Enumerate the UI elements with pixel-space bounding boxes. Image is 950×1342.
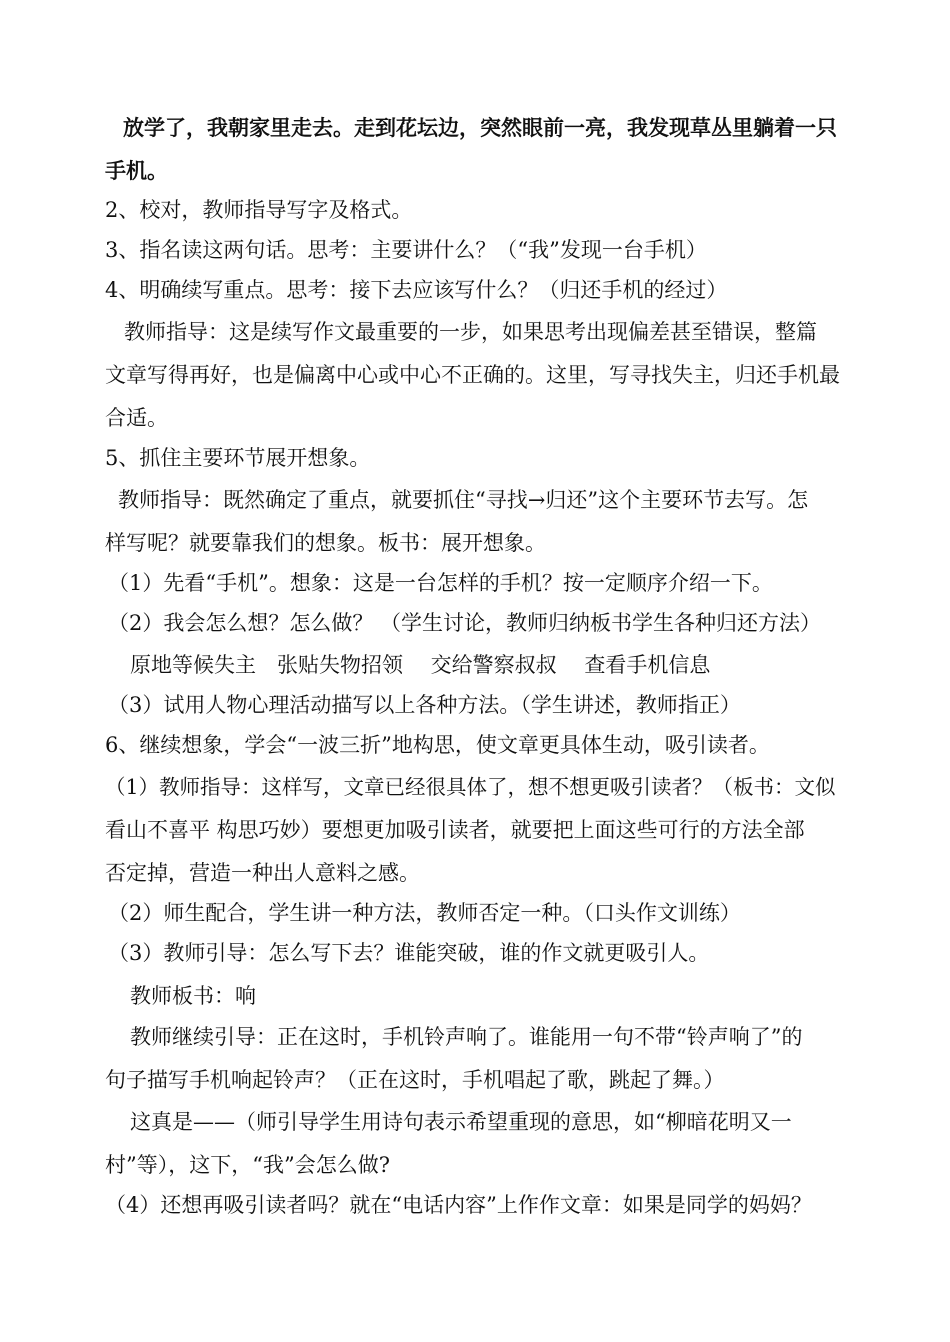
sub-step-2: （2）我会怎么想？怎么做？ （学生讨论，教师归纳板书学生各种归还方法） — [108, 611, 822, 635]
step-6-2: （2）师生配合，学生讲一种方法，教师否定一种。（口头作文训练） — [108, 901, 741, 925]
guidance-2-line-2: 样写呢？就要靠我们的想象。板书：展开想象。 — [105, 531, 546, 555]
guidance-3-line-2: 句子描写手机响起铃声？（正在这时，手机唱起了歌，跳起了舞。） — [105, 1068, 725, 1092]
step-6-1-line-3: 否定掉，营造一种出人意料之感。 — [105, 861, 420, 885]
guidance-3-line-1: 教师继续引导：正在这时，手机铃声响了。谁能用一句不带“铃声响了”的 — [130, 1025, 803, 1049]
story-opening-line-2: 手机。 — [105, 158, 168, 183]
step-6: 6、继续想象，学会“一波三折”地构思，使文章更具体生动，吸引读者。 — [105, 733, 770, 757]
step-5: 5、抓住主要环节展开想象。 — [105, 446, 371, 470]
step-6-1-line-2: 看山不喜平 构思巧妙）要想更加吸引读者，就要把上面这些可行的方法全部 — [105, 818, 805, 842]
step-6-3: （3）教师引导：怎么写下去？谁能突破，谁的作文就更吸引人。 — [108, 941, 710, 965]
poem-line-2: 村”等），这下，“我”会怎么做? — [105, 1153, 390, 1177]
sub-step-3: （3）试用人物心理活动描写以上各种方法。（学生讲述，教师指正） — [108, 693, 741, 717]
step-4: 4、明确续写重点。思考：接下去应该写什么？（归还手机的经过） — [105, 278, 728, 302]
board-writing: 教师板书：响 — [130, 984, 256, 1008]
return-methods: 原地等候失主 张贴失物招领 交给警察叔叔 查看手机信息 — [130, 653, 711, 677]
step-6-1-line-1: （1）教师指导：这样写，文章已经很具体了，想不想更吸引读者？（板书：文似 — [105, 775, 836, 799]
step-6-4: （4）还想再吸引读者吗？就在“电话内容”上作作文章：如果是同学的妈妈？ — [105, 1193, 812, 1217]
step-2: 2、校对，教师指导写字及格式。 — [105, 198, 413, 222]
poem-line-1: 这真是——（师引导学生用诗句表示希望重现的意思，如“柳暗花明又一 — [130, 1110, 792, 1134]
story-opening-line-1: 放学了，我朝家里走去。走到花坛边，突然眼前一亮，我发现草丛里躺着一只 — [123, 115, 837, 140]
sub-step-1: （1）先看“手机”。想象：这是一台怎样的手机？按一定顺序介绍一下。 — [108, 571, 773, 595]
guidance-1-line-2: 文章写得再好，也是偏离中心或中心不正确的。这里，写寻找失主，归还手机最 — [105, 363, 840, 387]
step-3: 3、指名读这两句话。思考：主要讲什么？（“我”发现一台手机） — [105, 238, 707, 262]
guidance-1-line-1: 教师指导：这是续写作文最重要的一步，如果思考出现偏差甚至错误，整篇 — [124, 320, 817, 344]
guidance-1-line-3: 合适。 — [105, 406, 168, 430]
guidance-2-line-1: 教师指导：既然确定了重点，就要抓住“寻找→归还”这个主要环节去写。怎 — [118, 488, 809, 512]
